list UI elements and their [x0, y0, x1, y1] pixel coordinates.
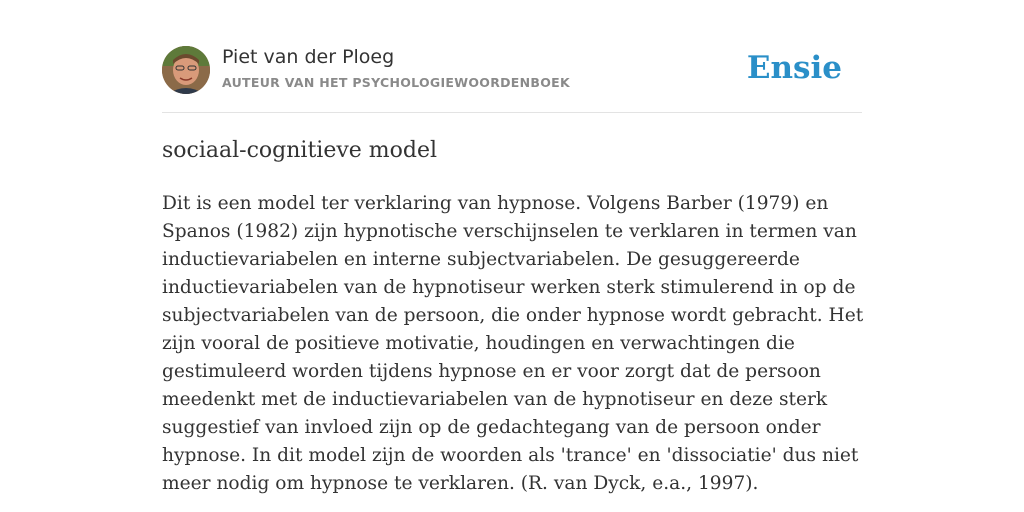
entry-title: sociaal-cognitieve model [162, 138, 438, 163]
author-role: AUTEUR VAN HET PSYCHOLOGIEWOORDENBOEK [222, 75, 570, 90]
page-content [162, 0, 864, 494]
author-photo-icon [162, 46, 210, 94]
author-name[interactable]: Piet van der Ploeg [222, 46, 395, 68]
ensie-logo[interactable]: Ensie [746, 50, 842, 86]
avatar[interactable] [162, 46, 210, 94]
entry-body: Dit is een model ter verklaring van hypnose. Volgens Barber (1979) en Spanos (1982) zijn hypnotische verschijnselen te verklaren in termen van inductievariabelen en interne subjectvariabelen. De gesuggereerde inductievariabelen van de hypnotiseur werken sterk stimulerend in op de subjectvariabelen van de persoon, die onder hypnose wordt gebracht. Het zijn vooral de positieve motivatie, houdingen en verwachtingen die gestimuleerd worden tijdens hypnose en er voor zorgt dat de persoon meedenkt met de inductievariabelen van de hypnotiseur en deze sterk suggestief van invloed zijn op de gedachtegang van de persoon onder hypnose. In dit model zijn de woorden als 'trance' en 'dissociatie' dus niet meer nodig om hypnose te verklaren. (R. van Dyck, e.a., 1997). [162, 193, 864, 494]
author-header [162, 0, 862, 113]
